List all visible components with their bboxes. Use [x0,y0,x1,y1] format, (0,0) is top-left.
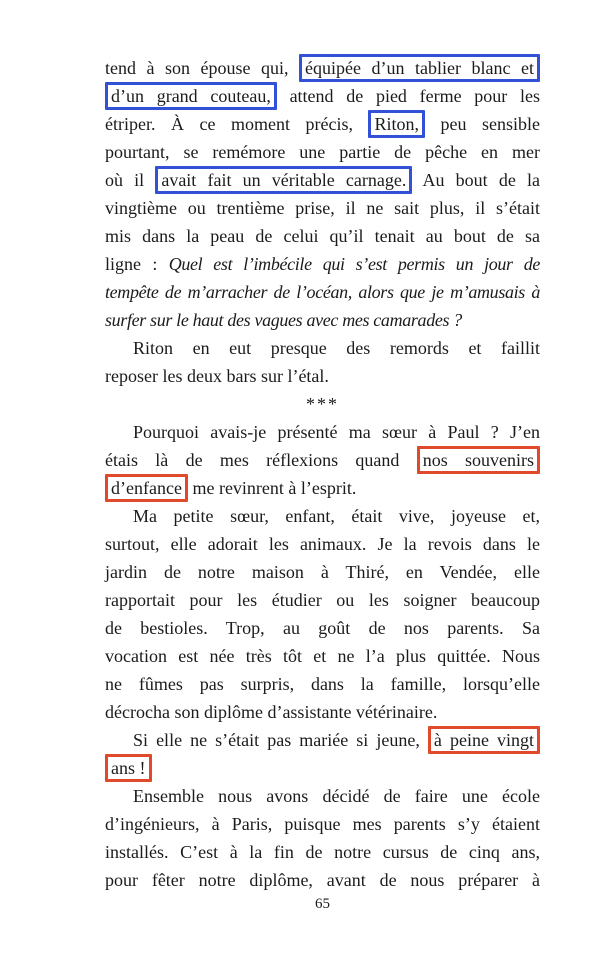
text-segment: tempête de m’arracher de l’océan, alors que je m’amusais à [105,282,540,302]
text-segment: décrocha son diplôme d’assistante vétérinaire. [105,702,438,722]
text-column [105,54,540,894]
text-segment: installés. C’est à la fin de notre cursus de cinq ans, [105,842,540,862]
red-annotation-box: ans ! [105,754,152,782]
text-segment: attend de pied ferme pour les [276,86,540,106]
blue-annotation-box: équipée d’un tablier blanc et [299,54,540,82]
text-line [105,334,540,362]
text-line [105,726,540,754]
text-segment: étriper. À ce moment précis, [105,114,369,134]
text-line [105,838,540,866]
text-segment: vocation est née très tôt et ne l’a plus quittée. Nous [105,646,540,666]
text-segment: tend à son épouse qui, [105,58,300,78]
blue-annotation-box: Riton, [368,110,425,138]
red-annotation-box: à peine vingt [428,726,540,754]
text-line [105,82,540,110]
text-segment: jardin de notre maison à Thiré, en Vendée, elle [105,562,540,582]
text-line [105,670,540,698]
text-line [105,866,540,894]
text-segment: Si elle ne s’était pas mariée si jeune, [133,730,428,750]
text-segment: d’ingénieurs, à Paris, puisque mes parents s’y étaient [105,814,540,834]
text-segment: Au bout de la [412,170,540,190]
text-segment: peu sensible [424,114,540,134]
text-line [105,418,540,446]
text-line [105,810,540,838]
text-line [105,138,540,166]
text-segment: étais là de mes réflexions quand [105,450,417,470]
text-line [105,362,540,390]
text-segment: surfer sur le haut des vagues avec mes camarades ? [105,310,462,330]
text-line [105,558,540,586]
text-line [105,474,540,502]
text-segment: Ma petite sœur, enfant, était vive, joyeuse et, [133,506,540,526]
text-segment: pourtant, se remémore une partie de pêche en mer [105,142,540,162]
red-annotation-box: nos souvenirs [417,446,540,474]
text-line [105,502,540,530]
text-segment: Pourquoi avais-je présenté ma sœur à Paul ? J’en [133,422,540,442]
text-line [105,278,540,306]
text-line [105,446,540,474]
text-line [105,754,540,782]
text-segment: *** [306,394,339,414]
text-line [105,782,540,810]
text-line [105,530,540,558]
text-line [105,698,540,726]
text-line [105,110,540,138]
blue-annotation-box: avait fait un véritable carnage. [155,166,412,194]
text-segment: Quel est l’imbécile qui s’est permis un jour de [168,254,540,274]
text-segment: Riton en eut presque des remords et faillit [133,338,540,358]
text-line [105,194,540,222]
text-segment: ne fûmes pas surpris, dans la famille, lorsqu’elle [105,674,540,694]
text-segment: mis dans la peau de celui qu’il tenait au bout de sa [105,226,540,246]
text-line [105,614,540,642]
text-segment: de bestioles. Trop, au goût de nos parents. Sa [105,618,540,638]
text-segment: surtout, elle adorait les animaux. Je la revois dans le [105,534,540,554]
text-segment: où il [105,170,156,190]
text-segment: vingtième ou trentième prise, il ne sait plus, il s’était [105,198,540,218]
text-line [105,222,540,250]
text-segment: rapportait pour les étudier ou les soigner beaucoup [105,590,540,610]
text-line [105,642,540,670]
text-segment: ligne : [105,254,169,274]
page-number: 65 [315,896,330,912]
text-segment: reposer les deux bars sur l’étal. [105,366,329,386]
text-line [105,54,540,82]
blue-annotation-box: d’un grand couteau, [105,82,277,110]
text-line [105,586,540,614]
text-segment: pour fêter notre diplôme, avant de nous préparer à [105,870,540,890]
text-segment: Ensemble nous avons décidé de faire une école [133,786,540,806]
text-line [105,166,540,194]
text-line [105,306,540,334]
text-line [105,250,540,278]
red-annotation-box: d’enfance [105,474,188,502]
section-separator [105,390,540,418]
text-segment: me revinrent à l’esprit. [187,478,357,498]
